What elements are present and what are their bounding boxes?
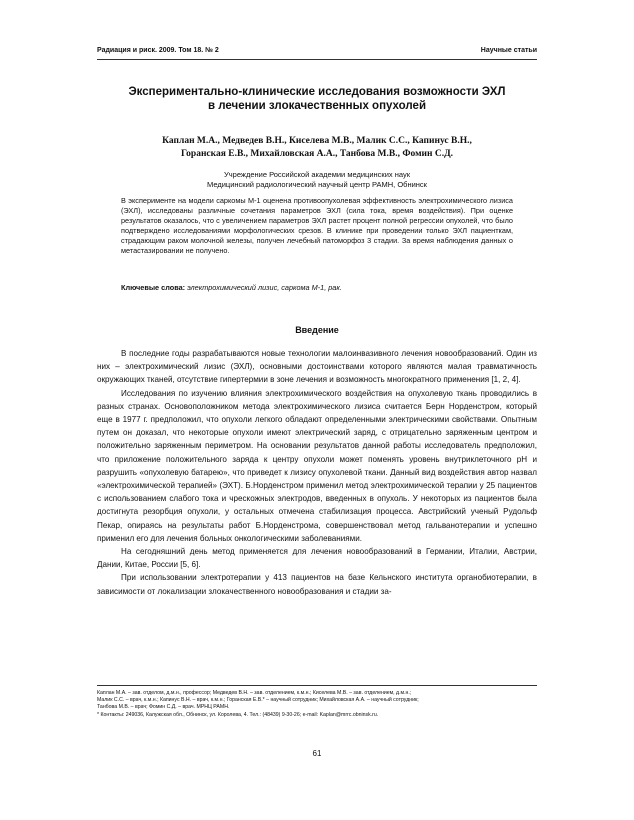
affiliation-line-1: Учреждение Российской академии медицинских наук: [224, 170, 410, 179]
footnote: [97, 690, 537, 719]
keywords-text: электрохимический лизис, саркома М-1, рак.: [187, 283, 342, 292]
section-heading: Введение: [295, 325, 339, 335]
page-number: 61: [312, 749, 322, 758]
footnote-line-3: Танбова М.В. – врач; Фомин С.Д. – врач. МРНЦ РАМН.: [97, 704, 230, 711]
title-line-2: в лечении злокачественных опухолей: [207, 100, 427, 112]
keywords-label: Ключевые слова:: [121, 283, 186, 292]
article-title: [97, 85, 537, 113]
keywords: [121, 283, 513, 292]
body-text: [97, 347, 537, 598]
title-line-1: Экспериментально-клинические исследования возможности ЭХЛ: [128, 86, 506, 98]
paragraph: При использовании электротерапии у 413 пациентов на базе Кельнского института органобиотерапии, в зависимости от локализации злокачественного новообразования и стадии за-: [97, 573, 537, 596]
footnote-line-1: Каплан М.А. – зав. отделом, д.м.н., профессор; Медведев В.Н. – зав. отделением, к.м.н.; Киселева М.В. – зав. отделением, д.м.н.;: [97, 690, 412, 696]
author-list: [130, 135, 504, 161]
paragraph: На сегодняшний день метод применяется для лечения новообразований в Германии, Италии, Австрии, Дании, Китае, России [5, 6].: [97, 547, 537, 570]
affiliation-line-2: Медицинский радиологический научный центр РАМН, Обнинск: [207, 180, 427, 189]
authors-line-1: Каплан М.А., Медведев В.Н., Киселева М.В., Малик С.С., Капинус В.Н.,: [162, 136, 472, 146]
footnote-divider: [97, 685, 537, 686]
paragraph: В последние годы разрабатываются новые технологии малоинвазивного лечения новообразований. Один из них – электрохимический лизис (ЭХЛ), основными достоинствами которого являются малая травматичность окружающих тканей, отсутствие гипертермии в зоне лечения и возможность многократного применения [1, 2, 4].: [97, 349, 537, 385]
abstract: В эксперименте на модели саркомы М-1 оценена противоопухолевая эффективность электрохимического лизиса (ЭХЛ), исследованы различные сочетания параметров ЭХЛ (сила тока, время воздействия). При оценке результатов оказалось, что с увеличением параметров ЭХЛ растет процент полной регрессии опухолей, что было подтверждено исследованиями морфологических срезов. В клинике при проведении только ЭХЛ пациенткам, страдающим раком молочной железы, получен лечебный патоморфоз 3 стадии. За время наблюдения данных о метастазировании не получено.: [121, 196, 513, 256]
section-label: Научные статьи: [480, 47, 537, 54]
journal-citation: Радиация и риск. 2009. Том 18. № 2: [97, 47, 219, 54]
authors-line-2: Горанская Е.В., Михайловская А.А., Танбова М.В., Фомин С.Д.: [180, 149, 454, 159]
footnote-line-2: Малик С.С. – врач, к.м.н.; Капинус В.Н. – врач, к.м.н.; Горанская Е.В.* – научный сотрудник; Михайловская А.А. – научный сотрудник;: [97, 697, 419, 704]
header-divider: [97, 59, 537, 60]
affiliation: [130, 170, 504, 190]
footnote-line-4: * Контакты: 249036, Калужская обл., Обнинск, ул. Королева, 4. Тел.: (48439) 9-30-26; e-mail: Kaplan@mrrc.obninsk.ru.: [97, 711, 379, 718]
paragraph: Исследования по изучению влияния электрохимического воздействия на опухолевую ткань проводились в разных странах. Основоположником метода электрохимического лизиса считается Берн Норденстром, который еще в 1977 г. предположил, что опухоли легкого обладают определенными электрическими свойствами. Опытным путем он доказал, что некоторые опухоли имеют электрический заряд, с отрицательно заряженным центром и положительно заряженным периметром. На основании результатов данной работы исследователь предположил, что приложение положительного заряда к центру опухоли может поменять уровень внутриклеточного рН и разрушить «опухолевую батарею», что приведет к лизису опухолевой ткани. Данный вид воздействия автор назвал «электрохимической терапией» (ЭХТ). Б.Норденстром применил метод электрохимической терапии у 25 пациентов с использованием слабого тока и чрескожных электродов, введенных в опухоль. У некоторых из пациентов была достигнута резорбция опухоли, у остальных отмечена стабилизация процесса. Австрийский ученый Рудольф Пекар, опираясь на результаты работ Б.Норденстрома, совершенствовал метод гальванотерапии и успешно применил его для лечения больных онкологическими заболеваниями.: [97, 388, 537, 543]
